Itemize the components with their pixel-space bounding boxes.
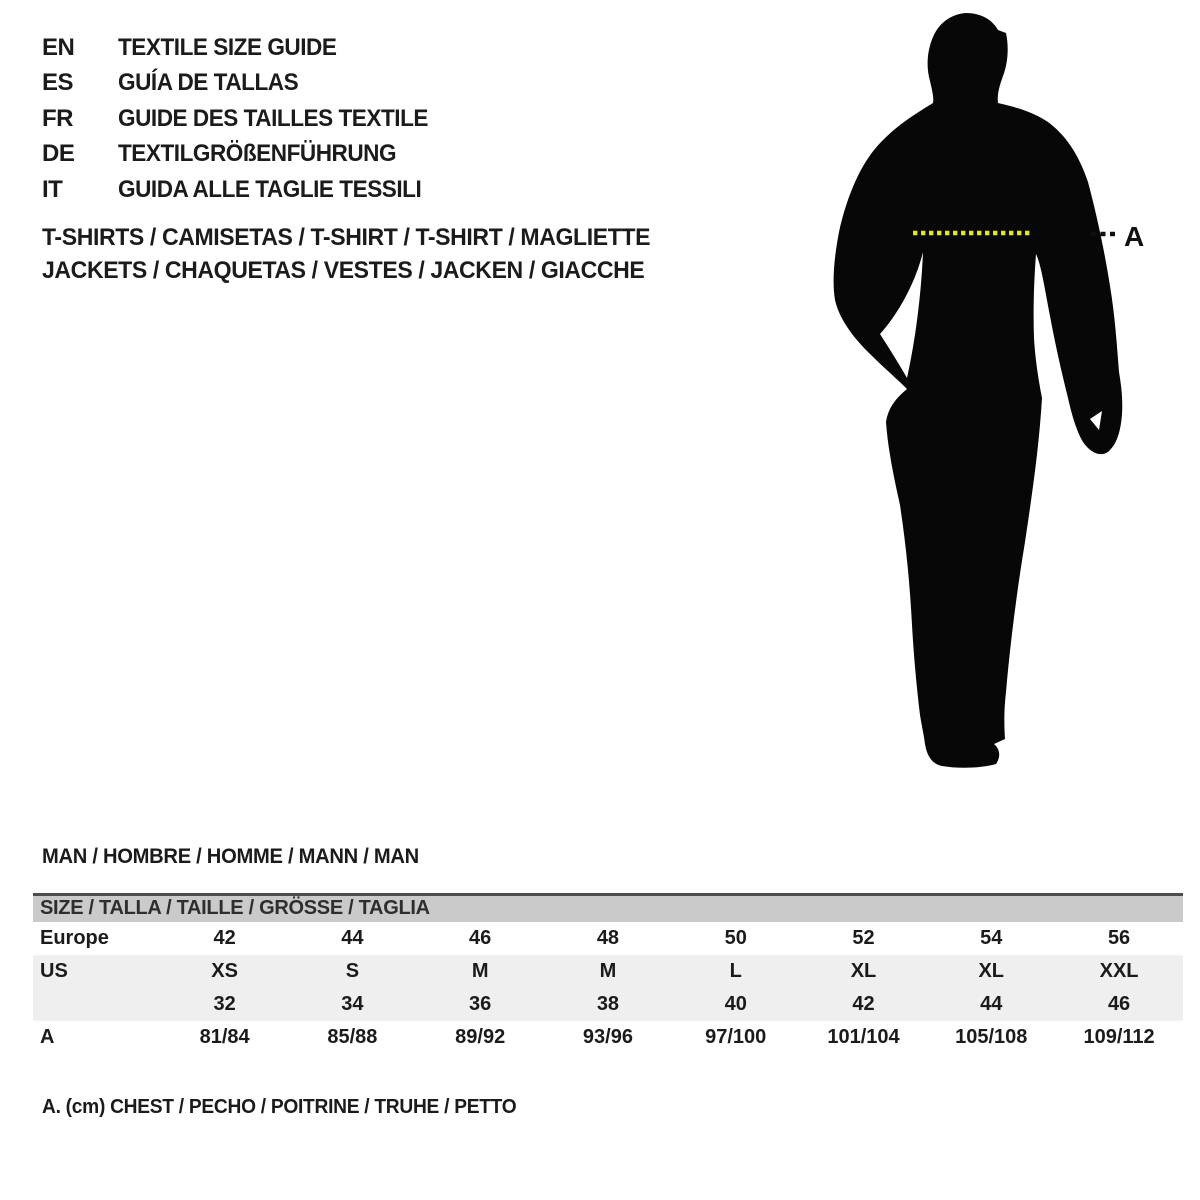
size-cell: 81/84 xyxy=(199,1025,250,1048)
size-cell: 97/100 xyxy=(705,1025,767,1048)
size-cell: M xyxy=(544,955,672,988)
size-cell: S xyxy=(289,955,417,988)
size-table xyxy=(33,893,1183,1054)
size-cell: 93/96 xyxy=(582,1025,633,1048)
language-label: GUIDE DES TAILLES TEXTILE xyxy=(118,104,428,132)
size-cell: 54 xyxy=(980,926,1003,949)
language-label: TEXTILE SIZE GUIDE xyxy=(118,33,337,61)
size-cell: 85/88 xyxy=(327,1025,378,1048)
category-list xyxy=(42,221,675,287)
table-row-chest xyxy=(33,1021,1183,1054)
size-cell: XL xyxy=(800,955,928,988)
size-cell: 52 xyxy=(852,926,875,949)
language-row xyxy=(42,101,448,137)
size-cell: 101/104 xyxy=(827,1025,900,1048)
section-title-man: MAN / HOMBRE / HOMME / MANN / MAN xyxy=(42,845,419,868)
language-code: IT xyxy=(42,175,63,203)
category-jackets: JACKETS / CHAQUETAS / VESTES / JACKEN / GIACCHE xyxy=(42,257,645,284)
language-list xyxy=(42,30,448,208)
size-cell: 42 xyxy=(213,926,236,949)
size-cell: 40 xyxy=(672,988,800,1021)
language-code: DE xyxy=(42,140,75,168)
size-cell: 38 xyxy=(544,988,672,1021)
language-row xyxy=(42,172,448,208)
table-header-row xyxy=(33,895,1183,922)
row-label: A xyxy=(40,1025,55,1048)
size-cell: 46 xyxy=(469,926,492,949)
measure-point-label: A xyxy=(1124,221,1145,252)
size-cell: 56 xyxy=(1107,926,1131,949)
language-code: ES xyxy=(42,69,74,97)
category-tshirts: T-SHIRTS / CAMISETAS / T-SHIRT / T-SHIRT / MAGLIETTE xyxy=(42,224,651,251)
language-label: GUÍA DE TALLAS xyxy=(118,69,299,97)
size-cell: XXL xyxy=(1055,955,1183,988)
size-cell: 36 xyxy=(416,988,544,1021)
size-cell: 44 xyxy=(927,988,1055,1021)
row-label: US xyxy=(33,955,161,988)
size-cell: M xyxy=(416,955,544,988)
size-cell: 50 xyxy=(724,926,747,949)
table-row-us xyxy=(33,955,1183,988)
row-label: Europe xyxy=(40,926,109,949)
size-cell: XS xyxy=(161,955,289,988)
table-header: SIZE / TALLA / TAILLE / GRÖSSE / TAGLIA xyxy=(33,895,1183,922)
man-silhouette xyxy=(834,13,1123,768)
language-label: TEXTILGRÖßENFÜHRUNG xyxy=(118,140,397,168)
language-label: GUIDA ALLE TAGLIE TESSILI xyxy=(118,175,422,203)
row-label xyxy=(33,988,161,1021)
size-cell: XL xyxy=(927,955,1055,988)
size-cell: L xyxy=(672,955,800,988)
table-row-europe xyxy=(33,922,1183,955)
size-cell: 109/112 xyxy=(1083,1025,1155,1048)
language-row xyxy=(42,66,448,102)
size-cell: 42 xyxy=(800,988,928,1021)
language-code: FR xyxy=(42,104,73,132)
language-row xyxy=(42,30,448,66)
size-cell: 89/92 xyxy=(455,1025,506,1048)
size-cell: 48 xyxy=(596,926,620,949)
size-cell: 44 xyxy=(341,926,364,949)
size-cell: 105/108 xyxy=(955,1025,1028,1048)
size-figure xyxy=(820,0,1200,800)
language-row xyxy=(42,137,448,173)
language-code: EN xyxy=(42,33,75,61)
measurement-footnote: A. (cm) CHEST / PECHO / POITRINE / TRUHE / PETTO xyxy=(42,1096,517,1118)
size-cell: 34 xyxy=(289,988,417,1021)
size-cell: 32 xyxy=(161,988,289,1021)
table-row-numeric xyxy=(33,988,1183,1021)
size-cell: 46 xyxy=(1055,988,1183,1021)
man-silhouette-svg xyxy=(820,0,1200,800)
